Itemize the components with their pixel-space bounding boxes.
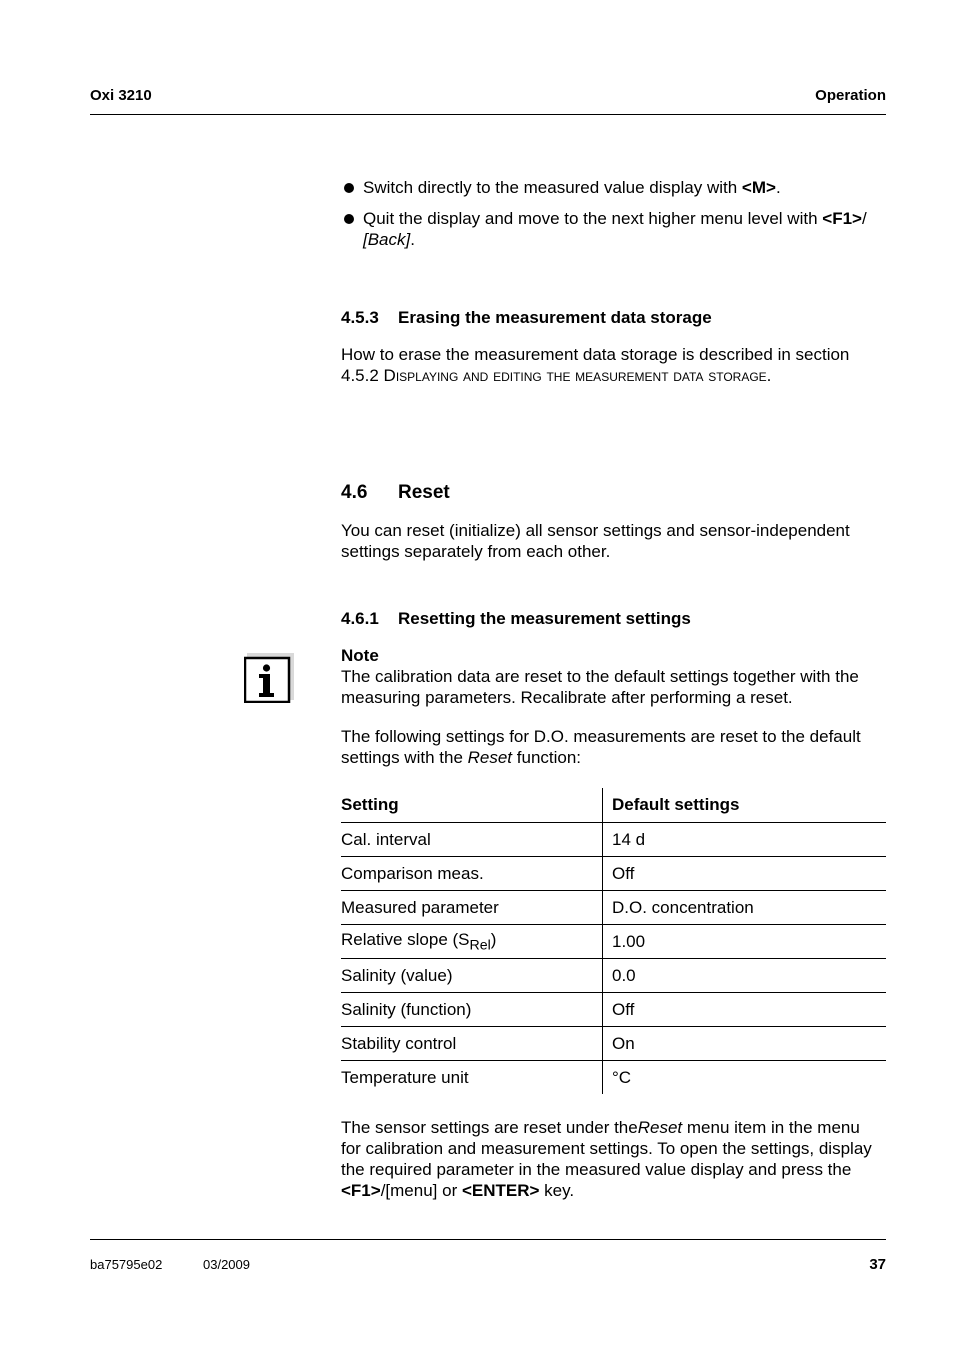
section-4-5-3-text: How to erase the measurement data storage is described in section 4.5.2 Displaying and editing the measurement data storage.	[341, 345, 850, 385]
bullet-item: Switch directly to the measured value display with <M>.	[341, 177, 886, 198]
table-row	[341, 1027, 886, 1061]
bullet-text: Quit the display and move to the next higher menu level with	[363, 209, 823, 228]
setting-cell: Temperature unit	[341, 1061, 603, 1095]
settings-table	[341, 788, 886, 1094]
section-heading-4-6: 4.6 Reset	[341, 482, 450, 503]
table-row	[341, 857, 886, 891]
header-rule	[90, 114, 886, 115]
header-section: Operation	[815, 87, 886, 104]
value-cell: D.O. concentration	[603, 891, 887, 925]
value-cell: Off	[603, 993, 887, 1027]
key-f1: <F1>	[822, 209, 862, 228]
page-number: 37	[869, 1256, 886, 1273]
section-heading-4-6-1: 4.6.1 Resetting the measurement settings	[341, 609, 691, 628]
setting-cell: Salinity (function)	[341, 993, 603, 1027]
setting-cell: Comparison meas.	[341, 857, 603, 891]
closing-paragraph: The sensor settings are reset under theReset menu item in the menu for calibration and measurement settings. To open the settings, display the required parameter in the measured value display and press the <F1>/[menu] or <ENTER> key.	[341, 1118, 872, 1200]
value-cell: On	[603, 1027, 887, 1061]
header-title: Oxi 3210	[90, 87, 152, 104]
setting-cell: Salinity (value)	[341, 959, 603, 993]
table-header-row	[341, 788, 886, 823]
setting-cell: Measured parameter	[341, 891, 603, 925]
section-heading-4-5-3: 4.5.3 Erasing the measurement data storage	[341, 308, 712, 327]
column-header-setting: Setting	[341, 788, 603, 823]
footer-doc-id: ba75795e02	[90, 1257, 163, 1272]
value-cell: °C	[612, 1067, 632, 1087]
table-row	[341, 823, 886, 857]
value-cell: Off	[603, 857, 887, 891]
section-4-6-text: You can reset (initialize) all sensor settings and sensor-independent settings separately from each other.	[341, 521, 850, 561]
bullet-item: Quit the display and move to the next higher menu level with <F1>/ [Back].	[341, 208, 886, 250]
bullet-text: Switch directly to the measured value display with	[363, 178, 742, 197]
footer-rule	[90, 1239, 886, 1240]
softkey-back: [Back]	[363, 230, 411, 249]
table-row	[341, 925, 886, 959]
info-icon	[244, 653, 294, 703]
footer-date: 03/2009	[203, 1257, 250, 1272]
column-header-default: Default settings	[603, 788, 887, 823]
key-m: <M>	[741, 178, 776, 197]
table-intro: The following settings for D.O. measurements are reset to the default settings with the Reset function:	[341, 727, 861, 767]
note-title: Note	[341, 646, 379, 665]
table-row	[341, 891, 886, 925]
setting-cell: Stability control	[341, 1027, 603, 1061]
setting-cell: Relative slope $(S_{Rel})$	[341, 925, 603, 959]
key-enter: <ENTER>	[461, 1181, 540, 1200]
table-row	[341, 1061, 886, 1095]
key-f1: <F1>	[341, 1181, 381, 1200]
table-row	[341, 959, 886, 993]
cross-reference: Displaying and editing the measurement data storage	[383, 366, 767, 385]
bullet-dot	[344, 214, 354, 224]
bullet-dot	[344, 183, 354, 193]
value-cell: 14 d	[603, 823, 887, 857]
value-cell: 0.0	[603, 959, 887, 993]
table-row	[341, 993, 886, 1027]
setting-cell: Cal. interval	[341, 823, 603, 857]
note-block: Note The calibration data are reset to the default settings together with the measuring parameters. Recalibrate after performing a reset.	[341, 646, 859, 707]
value-cell: 1.00	[603, 925, 887, 959]
